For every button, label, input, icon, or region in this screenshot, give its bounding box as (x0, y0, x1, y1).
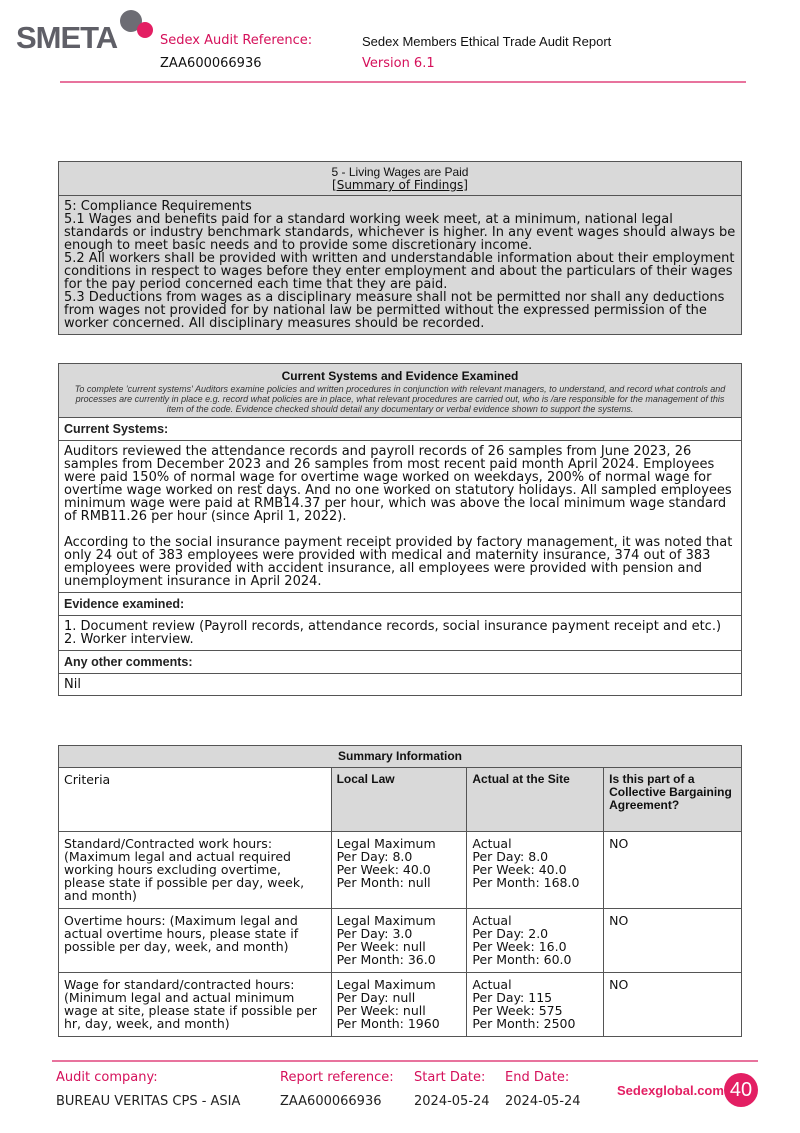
page-header (0, 0, 800, 90)
audit-reference-value: ZAA600066936 (160, 56, 262, 71)
local-law-cell (331, 973, 467, 1037)
page-number-badge: 40 (724, 1073, 758, 1107)
table-row (59, 832, 742, 909)
actual-line: Actual (472, 836, 512, 851)
criteria-cell: Wage for standard/contracted hours: (Minimum legal and actual minimum wage at site, please state if possible per hr, day, week, and month) (59, 973, 332, 1037)
report-reference-label: Report reference: (280, 1070, 394, 1085)
law-line: Per Day: 3.0 (336, 926, 413, 941)
report-reference-value: ZAA600066936 (280, 1094, 382, 1109)
audit-company-label: Audit company: (56, 1070, 158, 1085)
report-title: Sedex Members Ethical Trade Audit Report (362, 34, 612, 49)
current-systems-note: To complete 'current systems' Auditors examine policies and written procedures in conjunction with relevant managers, to understand, and record what controls and processes are currently in place e.g. record what policies are in place, what relevant procedures are carried out, who is /are responsible for the management of this item of the code. Evidence checked should detail any documentary or verbal evidence shown to support the systems. (74, 384, 726, 414)
current-systems-header (59, 364, 742, 418)
current-systems-table (58, 363, 742, 696)
current-systems-paragraph-1: Auditors reviewed the attendance records and payroll records of 26 samples from June 2023, 26 samples from December 2023 and 26 samples from most recent paid month April 2024. Employees were paid 150% of normal wage for overtime wage worked on weekdays, 200% of normal wage for overtime wage worked on rest days. And no one worked on statutory holidays. All sampled employees minimum wage were paid at RMB14.37 per hour, which was above the local minimum wage standard of RMB11.26 per hour (since April 1, 2022). (64, 444, 732, 524)
section-title: 5 - Living Wages are Paid (331, 165, 469, 179)
living-wages-table (58, 161, 742, 335)
summary-title: Summary Information (59, 746, 742, 768)
compliance-requirements (59, 196, 742, 335)
report-version: Version 6.1 (362, 56, 435, 71)
law-line: Per Day: null (336, 990, 416, 1005)
logo-pink-dot-icon (137, 22, 153, 38)
actual-line: Per Week: 575 (472, 1003, 563, 1018)
actual-line: Per Day: 2.0 (472, 926, 549, 941)
current-systems-text (59, 441, 742, 593)
end-date-value: 2024-05-24 (505, 1094, 581, 1109)
section-title-cell (59, 162, 742, 196)
current-systems-title: Current Systems and Evidence Examined (281, 369, 519, 383)
actual-cell (467, 973, 604, 1037)
logo-text: SMETA (16, 20, 118, 55)
table-row (59, 973, 742, 1037)
current-systems-paragraph-2: According to the social insurance payment receipt provided by factory management, it was noted that only 24 out of 383 employees were provided with medical and maternity insurance, 374 out of 383 employees were provided with accident insurance, all employees were provided with pension and unemployment insurance in April 2024. (64, 535, 733, 589)
actual-line: Per Week: 16.0 (472, 939, 567, 954)
column-header-criteria: Criteria (59, 768, 332, 832)
criteria-cell: Overtime hours: (Maximum legal and actual overtime hours, please state if possible per day, week, and month) (59, 909, 332, 973)
law-line: Legal Maximum (336, 836, 436, 851)
law-line: Per Week: 40.0 (336, 862, 431, 877)
cba-cell: NO (604, 973, 742, 1037)
audit-reference-label: Sedex Audit Reference: (160, 33, 313, 48)
actual-cell (467, 909, 604, 973)
evidence-item-1: 1. Document review (Payroll records, attendance records, social insurance payment receipt and etc.) (64, 619, 722, 634)
actual-line: Per Day: 115 (472, 990, 553, 1005)
header-divider (60, 81, 746, 83)
law-line: Legal Maximum (336, 913, 436, 928)
evidence-examined-label: Evidence examined: (59, 593, 742, 616)
start-date-value: 2024-05-24 (414, 1094, 490, 1109)
law-line: Per Month: 36.0 (336, 952, 436, 967)
column-header-cba: Is this part of a Collective Bargaining Agreement? (604, 768, 742, 832)
end-date-label: End Date: (505, 1070, 570, 1085)
law-line: Per Day: 8.0 (336, 849, 413, 864)
local-law-cell (331, 832, 467, 909)
law-line: Per Week: null (336, 939, 426, 954)
actual-line: Actual (472, 913, 512, 928)
actual-line: Per Month: 168.0 (472, 875, 580, 890)
actual-cell (467, 832, 604, 909)
requirement-heading: 5: Compliance Requirements (64, 199, 252, 214)
column-header-actual: Actual at the Site (467, 768, 604, 832)
audit-company-value: BUREAU VERITAS CPS - ASIA (56, 1094, 241, 1109)
law-line: Per Week: null (336, 1003, 426, 1018)
evidence-item-2: 2. Worker interview. (64, 632, 194, 647)
smeta-logo (16, 8, 156, 56)
sedex-website-link[interactable]: Sedexglobal.com (617, 1083, 724, 1098)
evidence-examined-text (59, 616, 742, 651)
section-subtitle: [Summary of Findings] (332, 178, 468, 192)
other-comments-label: Any other comments: (59, 651, 742, 674)
actual-line: Per Day: 8.0 (472, 849, 549, 864)
criteria-cell: Standard/Contracted work hours: (Maximum legal and actual required working hours excluding overtime, please state if possible per day, week, and month) (59, 832, 332, 909)
footer-divider (52, 1060, 758, 1062)
law-line: Per Month: null (336, 875, 431, 890)
other-comments-value: Nil (59, 674, 742, 696)
column-header-local-law: Local Law (331, 768, 467, 832)
requirement-5-1: 5.1 Wages and benefits paid for a standard working week meet, at a minimum, national legal standards or industry benchmark standards, whichever is higher. In any event wages should always be enough to meet basic needs and to provide some discretionary income. (64, 212, 736, 253)
law-line: Legal Maximum (336, 977, 436, 992)
summary-information-table (58, 745, 742, 1037)
cba-cell: NO (604, 909, 742, 973)
local-law-cell (331, 909, 467, 973)
current-systems-label: Current Systems: (59, 418, 742, 441)
actual-line: Actual (472, 977, 512, 992)
actual-line: Per Month: 2500 (472, 1016, 576, 1031)
requirement-5-2: 5.2 All workers shall be provided with written and understandable information about their employment conditions in respect to wages before they enter employment and about the particulars of their wages for the pay period concerned each time that they are paid. (64, 251, 735, 292)
table-row (59, 909, 742, 973)
cba-cell: NO (604, 832, 742, 909)
requirement-5-3: 5.3 Deductions from wages as a disciplinary measure shall not be permitted nor shall any deductions from wages not provided for by national law be permitted without the expressed permission of the worker concerned. All disciplinary measures should be recorded. (64, 290, 725, 331)
law-line: Per Month: 1960 (336, 1016, 440, 1031)
actual-line: Per Month: 60.0 (472, 952, 572, 967)
start-date-label: Start Date: (414, 1070, 486, 1085)
actual-line: Per Week: 40.0 (472, 862, 567, 877)
